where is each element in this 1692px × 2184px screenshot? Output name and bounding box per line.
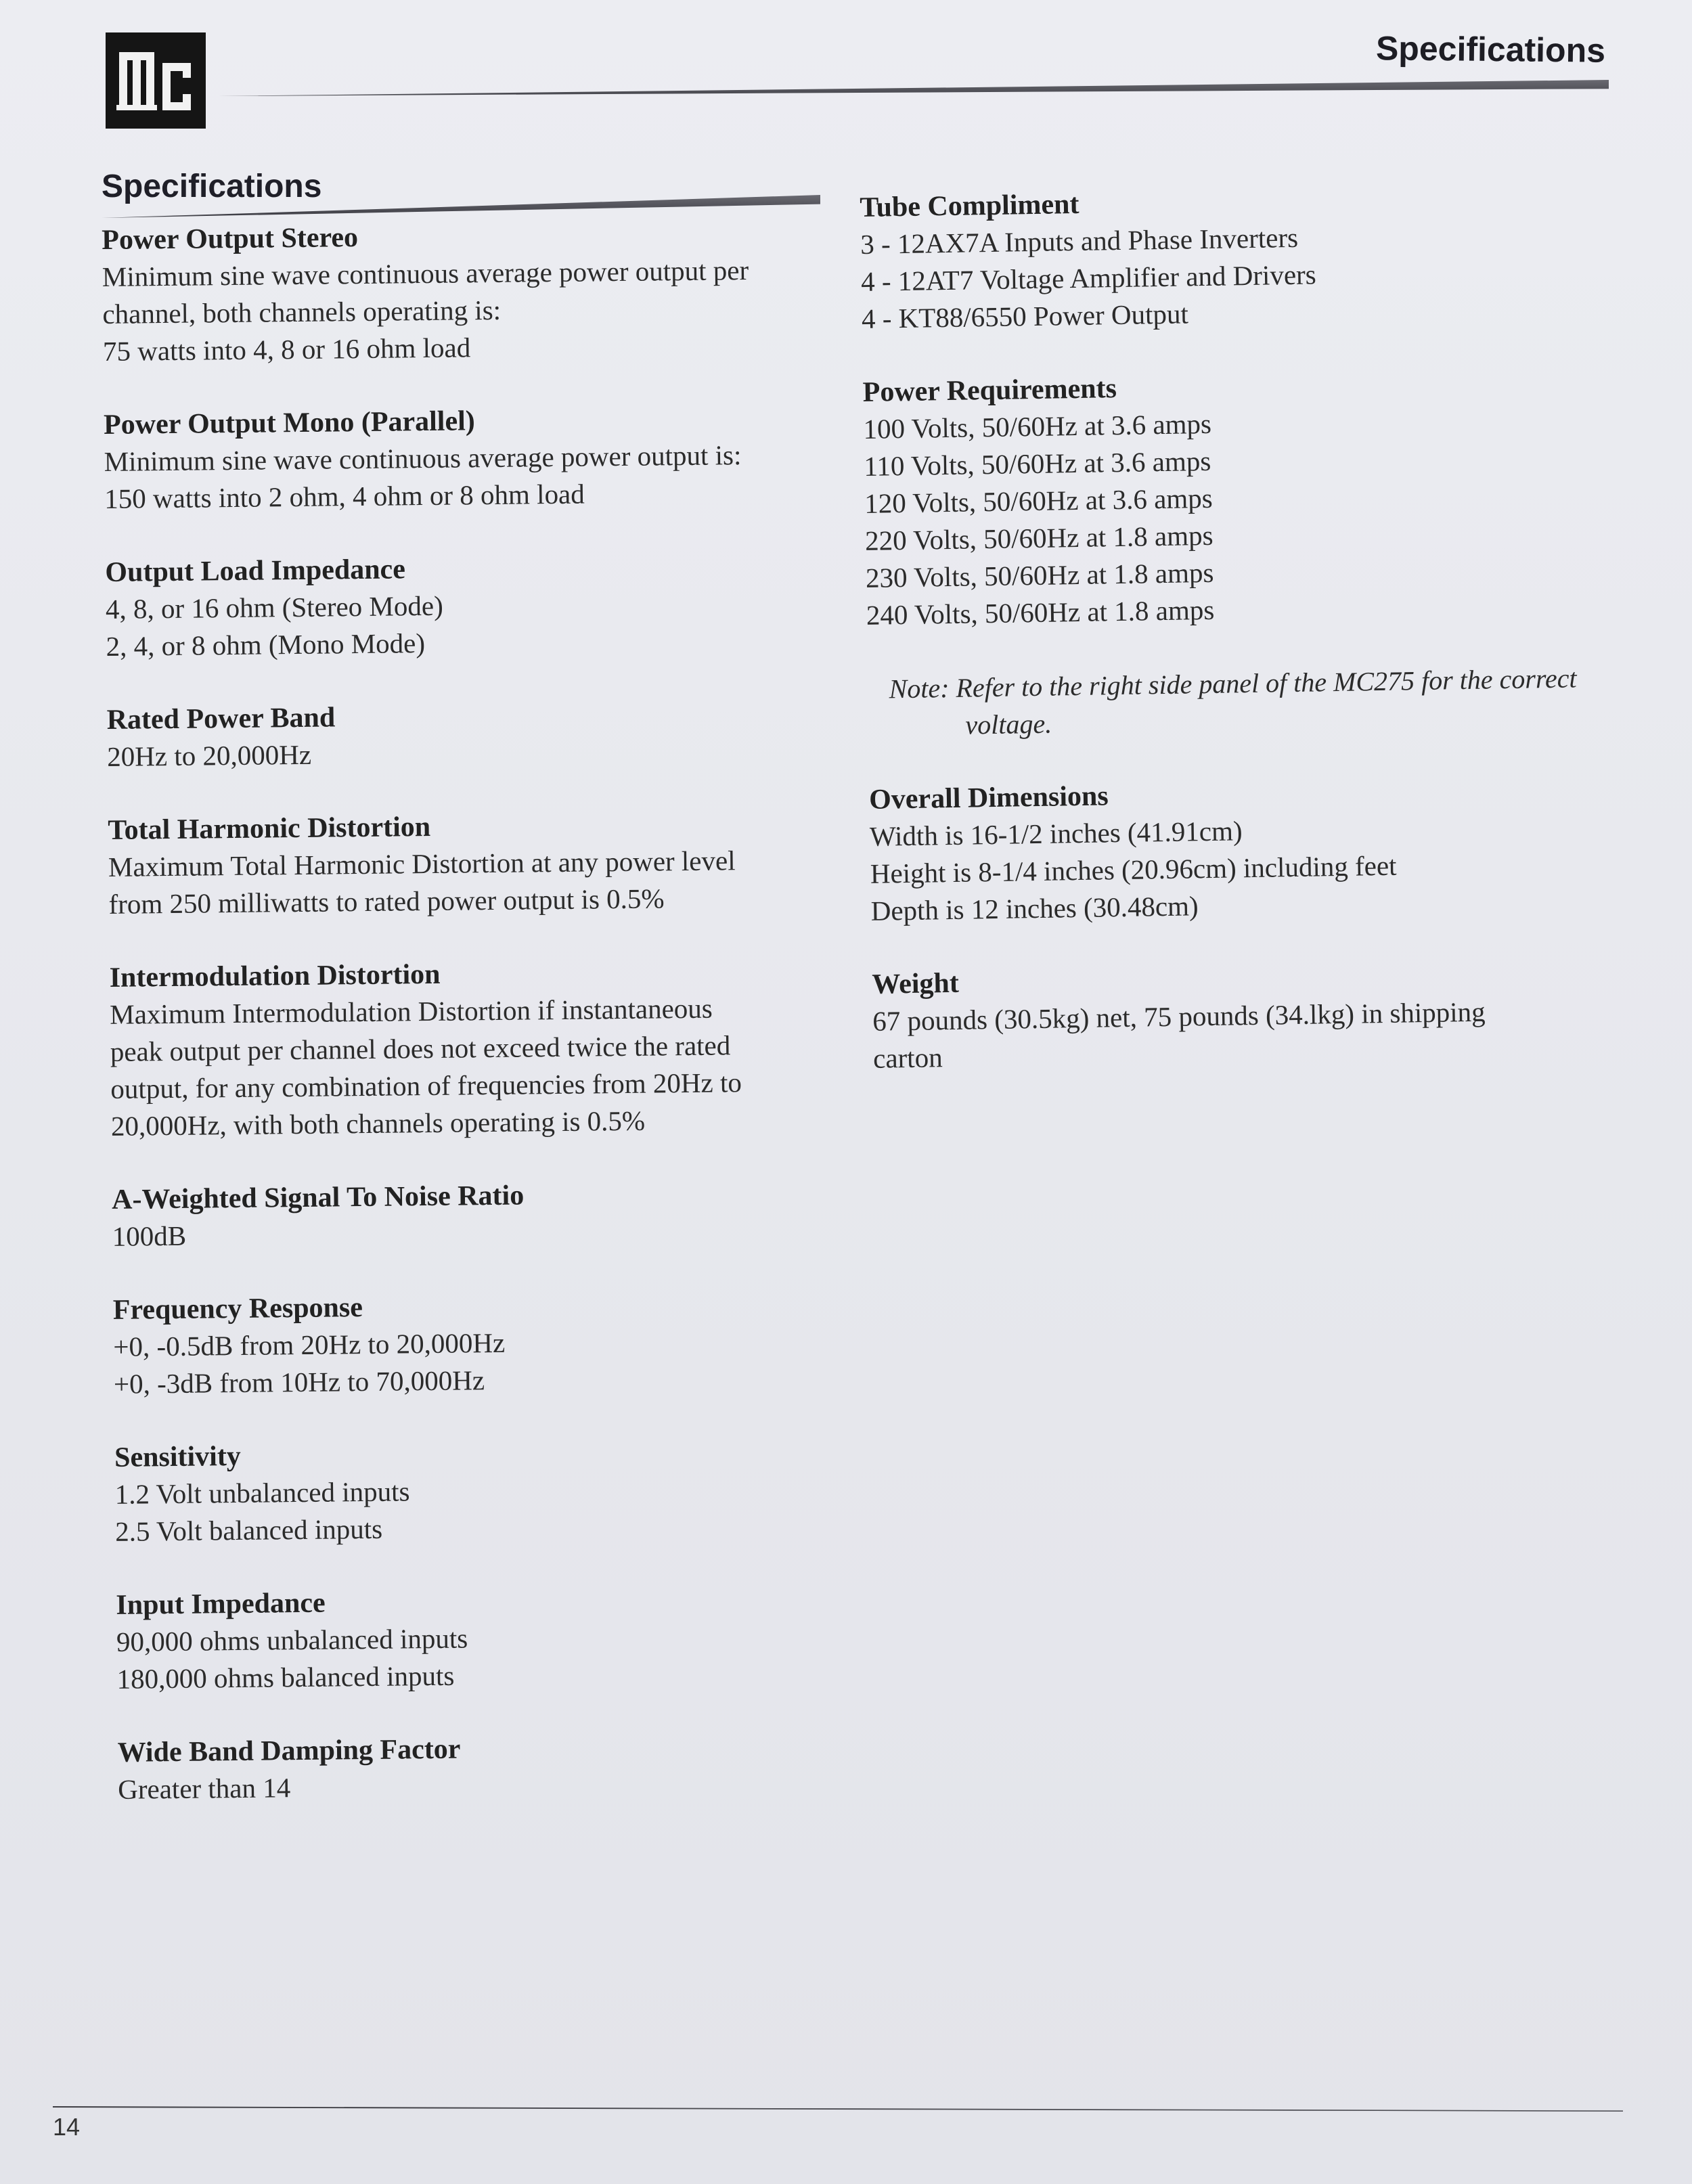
spec-line: Minimum sine wave continuous average power output per: [102, 254, 749, 292]
spec-line: Height is 8-1/4 inches (20.96cm) including feet: [870, 849, 1397, 889]
spec-line: 75 watts into 4, 8 or 16 ohm load: [102, 332, 471, 367]
spec-body: [870, 806, 1649, 930]
spec-body: [863, 399, 1645, 634]
header-rule: [218, 80, 1609, 96]
spec-body: [872, 991, 1652, 1077]
spec-line: 2.5 Volt balanced inputs: [115, 1513, 383, 1547]
spec-body: [104, 436, 828, 518]
spec-heading: Power Output Stereo: [102, 222, 359, 256]
spec-line: Greater than 14: [118, 1772, 291, 1805]
spec-block: [105, 547, 830, 665]
spec-line: Depth is 12 inches (30.48cm): [870, 890, 1199, 927]
section-title: Specifications: [102, 169, 322, 204]
spec-body: [118, 1764, 843, 1808]
spec-heading: Power Output Mono (Parallel): [103, 405, 476, 441]
spec-line: 20Hz to 20,000Hz: [107, 738, 312, 772]
spec-line: Minimum sine wave continuous average power output is:: [104, 439, 742, 477]
spec-line: Maximum Intermodulation Distortion if instantaneous: [110, 992, 713, 1030]
spec-line: 4 - KT88/6550 Power Output: [861, 298, 1189, 334]
spec-block: [117, 1727, 842, 1808]
spec-line: peak output per channel does not exceed twice the rated: [110, 1029, 731, 1067]
spec-heading: Weight: [872, 967, 960, 1000]
spec-heading: Sensitivity: [114, 1440, 242, 1473]
spec-line: 4, 8, or 16 ohm (Stereo Mode): [105, 589, 443, 625]
spec-heading: Total Harmonic Distortion: [108, 811, 431, 846]
spec-line: from 250 milliwatts to rated power output is 0.5%: [108, 883, 665, 920]
right-column: [860, 177, 1651, 1077]
spec-line: 110 Volts, 50/60Hz at 3.6 amps: [864, 445, 1211, 482]
note-line-2: voltage.: [965, 708, 1052, 740]
spec-line: 240 Volts, 50/60Hz at 1.8 amps: [866, 594, 1215, 631]
spec-line: 220 Volts, 50/60Hz at 1.8 amps: [864, 519, 1214, 556]
spec-block: [113, 1285, 839, 1403]
note-line-1: Note: Refer to the right side panel of the MC275 for the correct: [889, 663, 1577, 705]
spec-heading: Intermodulation Distortion: [109, 958, 441, 994]
spec-body: [116, 1616, 841, 1698]
spec-line: carton: [872, 1042, 943, 1074]
page-number: 14: [53, 2113, 81, 2141]
header-title: Specifications: [1375, 29, 1606, 70]
mcintosh-logo: [106, 32, 206, 129]
spec-heading: A-Weighted Signal To Noise Ratio: [111, 1180, 525, 1216]
spec-block: [860, 177, 1640, 338]
spec-heading: Input Impedance: [116, 1587, 326, 1621]
mc-logo-icon: [115, 40, 196, 121]
spec-heading: Power Requirements: [862, 373, 1117, 408]
spec-heading: Rated Power Band: [106, 702, 336, 736]
spec-block: [108, 805, 833, 923]
spec-line: 230 Volts, 50/60Hz at 1.8 amps: [865, 556, 1214, 594]
spec-line: 67 pounds (30.5kg) net, 75 pounds (34.lkg) in shipping: [872, 996, 1486, 1037]
spec-block: [872, 954, 1651, 1077]
spec-body: [107, 731, 832, 776]
spec-body: [113, 1321, 838, 1403]
spec-line: 100 Volts, 50/60Hz at 3.6 amps: [863, 407, 1212, 445]
spec-line: 2, 4, or 8 ohm (Mono Mode): [106, 627, 426, 662]
spec-heading: Overall Dimensions: [868, 780, 1109, 816]
spec-heading: Wide Band Damping Factor: [117, 1733, 461, 1768]
spec-block: [869, 770, 1649, 930]
spec-line: 120 Volts, 50/60Hz at 3.6 amps: [864, 482, 1213, 519]
spec-block: [109, 952, 835, 1145]
spec-body: [112, 1211, 837, 1255]
spec-line: 1.2 Volt unbalanced inputs: [114, 1475, 410, 1510]
spec-body: [860, 214, 1640, 338]
spec-line: 90,000 ohms unbalanced inputs: [116, 1622, 468, 1657]
footer-rule: [53, 2106, 1623, 2112]
spec-heading: Output Load Impedance: [105, 554, 406, 588]
spec-heading: Tube Compliment: [860, 188, 1079, 223]
spec-block: [112, 1174, 837, 1255]
spec-line: 3 - 12AX7A Inputs and Phase Inverters: [860, 221, 1299, 260]
spec-body: [108, 841, 833, 923]
spec-line: 180,000 ohms balanced inputs: [116, 1659, 455, 1695]
spec-block: [862, 362, 1645, 634]
spec-body: [102, 251, 828, 370]
spec-block: [102, 215, 827, 370]
spec-line: 100dB: [112, 1220, 187, 1252]
spec-line: +0, -3dB from 10Hz to 70,000Hz: [113, 1364, 485, 1400]
spec-body: [114, 1469, 839, 1551]
spec-body: [106, 583, 830, 665]
left-column: [102, 215, 842, 1808]
spec-block: [116, 1580, 841, 1698]
spec-line: output, for any combination of frequencies from 20Hz to: [110, 1067, 742, 1105]
spec-line: Width is 16-1/2 inches (41.91cm): [869, 815, 1243, 852]
spec-line: channel, both channels operating is:: [102, 294, 502, 330]
spec-body: [110, 989, 835, 1145]
spec-line: 150 watts into 2 ohm, 4 ohm or 8 ohm load: [104, 478, 585, 514]
spec-block: [104, 399, 829, 518]
voltage-note: [867, 659, 1647, 745]
spec-block: [114, 1432, 840, 1551]
spec-line: 4 - 12AT7 Voltage Amplifier and Drivers: [860, 259, 1317, 297]
spec-line: +0, -0.5dB from 20Hz to 20,000Hz: [113, 1327, 506, 1362]
spec-line: 20,000Hz, with both channels operating is 0.5%: [110, 1105, 646, 1142]
spec-block: [106, 694, 831, 776]
spec-heading: Frequency Response: [112, 1292, 363, 1326]
spec-line: Maximum Total Harmonic Distortion at any power level: [108, 845, 736, 883]
